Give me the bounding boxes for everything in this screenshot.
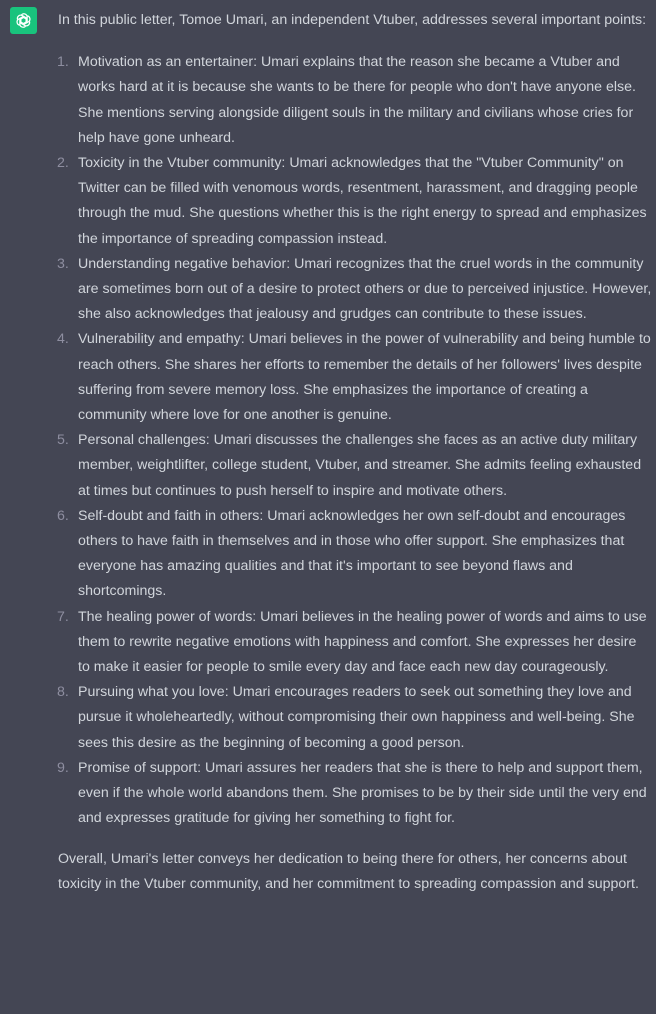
list-item [58,504,652,605]
list-item-number: 5. [57,432,69,449]
list-item-text: Personal challenges: Umari discusses the challenges she faces as an active duty military member, weightlifter, college student, Vtuber, and streamer. She admits feeling exhausted at times but continues to push herself to inspire and motivate others. [78,432,642,499]
list-item-text: Self-doubt and faith in others: Umari acknowledges her own self-doubt and encourages others to have faith in themselves and in those who offer support. She emphasizes that everyone has amazing qualities and that it's important to see beyond flaws and shortcomings. [78,507,626,600]
list-item [58,327,652,428]
list-item-number: 9. [57,759,69,776]
list-item-text: Understanding negative behavior: Umari recognizes that the cruel words in the community are sometimes born out of a desire to protect others or due to perceived injustice. However, she also acknowledges that jealousy and grudges can contribute to these issues. [78,255,652,323]
list-item [58,680,652,756]
list-item-text: Toxicity in the Vtuber community: Umari acknowledges that the "Vtuber Community" on Twitter can be filled with venomous words, resentment, harassment, and dragging people through the mud. She questions whether this is the right energy to spread and emphasizes the importance of spreading compassion instead. [78,155,647,247]
openai-logo-icon [14,11,33,30]
message-content [58,8,652,897]
list-item-number: 8. [57,684,69,701]
list-item [58,756,652,832]
points-list [58,50,652,831]
intro-paragraph: In this public letter, Tomoe Umari, an independent Vtuber, addresses several important points: [58,12,647,28]
list-item-text: The healing power of words: Umari believes in the healing power of words and aims to use them to rewrite negative emotions with happiness and comfort. She expresses her desire to make it easier for people to smile every day and face each new day courageously. [78,608,647,676]
list-item-number: 1. [57,54,69,71]
list-item-number: 3. [57,255,69,272]
assistant-avatar [10,7,37,34]
list-item [58,428,652,504]
list-item-text: Vulnerability and empathy: Umari believes in the power of vulnerability and being humble to reach others. She shares her efforts to remember the details of her followers' lives despite suffering from severe memory loss. She emphasizes the importance of creating a community where love for one another is genuine. [78,331,651,424]
list-item [58,605,652,681]
list-item [58,151,652,252]
list-item-text: Pursuing what you love: Umari encourages readers to seek out something they love and pursue it wholeheartedly, without compromising their own happiness and well-being. She sees this desire as the beginning of becoming a good person. [78,684,635,751]
list-item-number: 4. [57,331,69,348]
list-item-number: 7. [57,608,69,625]
list-item [58,50,652,151]
conclusion-paragraph: Overall, Umari's letter conveys her dedication to being there for others, her concerns about toxicity in the Vtuber community, and her commitment to spreading compassion and support. [58,850,639,892]
list-item-text: Promise of support: Umari assures her readers that she is there to help and support them, even if the whole world abandons them. She promises to be by their side until the very end and expresses gratitude for giving her something to fight for. [78,759,647,827]
list-item-text: Motivation as an entertainer: Umari explains that the reason she became a Vtuber and works hard at it is because she wants to be there for people who don't have anyone else. She mentions serving alongside diligent souls in the military and civilians whose cries for help have gone unheard. [78,54,636,146]
list-item [58,252,652,328]
list-item-number: 6. [57,507,69,524]
list-item-number: 2. [57,155,69,172]
